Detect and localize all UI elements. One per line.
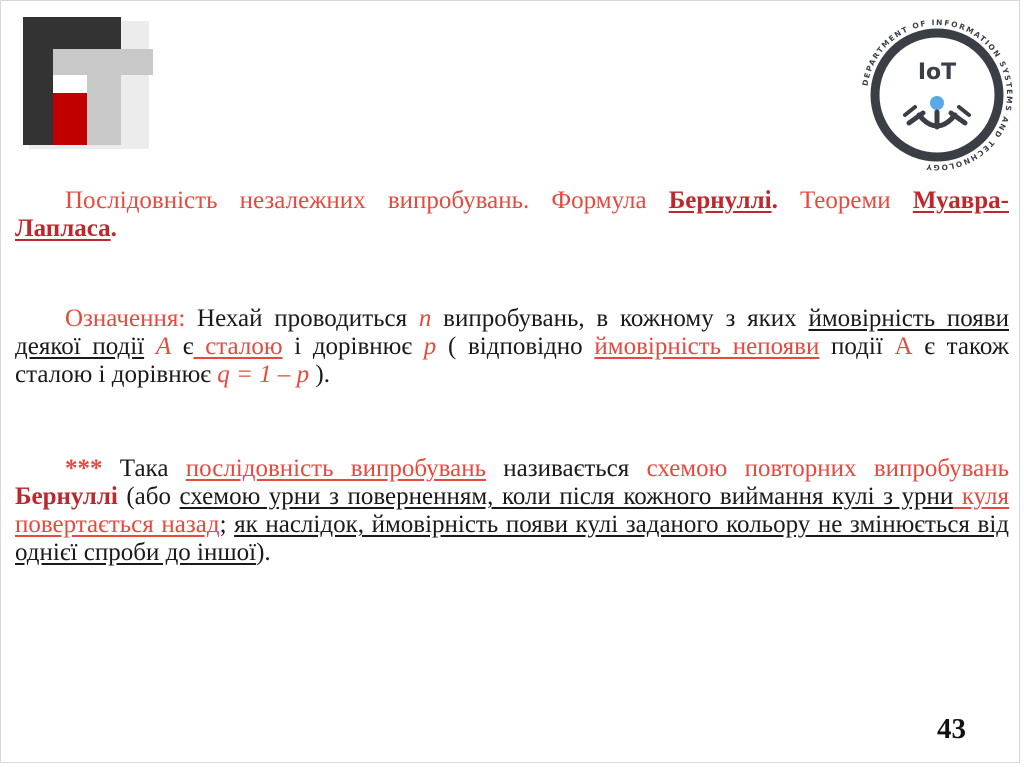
ft-logo-icon — [23, 17, 159, 151]
iot-department-seal-icon — [853, 15, 1021, 175]
svg-text:DEPARTMENT OF INFORMATION SYST: DEPARTMENT OF INFORMATION SYSTEMS AND TECHNOLOGY — [860, 17, 1015, 173]
bernoulli-link: Бернуллі — [668, 187, 772, 214]
note-stars: *** — [65, 455, 103, 482]
title-paragraph: Послідовність незалежних випробувань. Формула Бернуллі. Теореми Муавра-Лапласа. — [15, 187, 1009, 242]
note-paragraph: *** Така послідовність випробувань називається схемою повторних випробувань Бернуллі (або схемою урни з поверненням, коли після кожного виймання кулі з урни куля повертається назад; як наслідок, ймовірність появи кулі заданого кольору не змінюється від однієї спроби до іншої). — [15, 455, 1009, 566]
page-number: 43 — [937, 713, 966, 745]
title-text: Послідовність незалежних випробувань. Формула — [65, 187, 669, 214]
q-formula: q = 1 – p — [217, 361, 310, 388]
definition-paragraph: Означення: Нехай проводиться n випробувань, в кожному з яких ймовірність появи деякої події А є сталою і дорівнює p ( відповідно ймовірність непояви події А є також сталою і дорівнює q = 1 – p ). — [15, 305, 1010, 388]
definition-label: Означення: — [65, 305, 186, 332]
moivre-laplace-link: Муавра-Лапласа — [15, 187, 1009, 242]
iot-label: IoT — [917, 60, 957, 85]
